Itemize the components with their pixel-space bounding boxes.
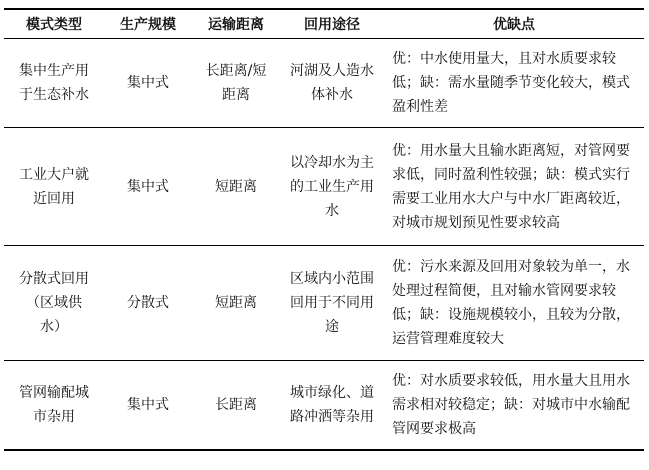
cell-mode-type: 分散式回用（区域供水） (4, 246, 104, 361)
table-container (4, 8, 644, 451)
table-header-row (4, 9, 644, 39)
reuse-mode-table (4, 8, 644, 451)
header-mode-type: 模式类型 (4, 9, 104, 39)
cell-reuse-path: 城市绿化、道路冲洒等杂用 (280, 361, 384, 451)
cell-reuse-path: 河湖及人造水体补水 (280, 39, 384, 128)
cell-pros-cons: 优：中水使用量大，且对水质要求较低；缺：需水量随季节变化较大，模式盈利性差 (384, 39, 644, 128)
cell-transport-distance: 长距离 (192, 361, 280, 451)
cell-pros-cons: 优：用水量大且输水距离短，对管网要求低，同时盈利性较强；缺：模式实行需要工业用水大户与中水厂距离较近，对城市规划预见性要求较高 (384, 128, 644, 246)
header-pros-cons: 优缺点 (384, 9, 644, 39)
table-row (4, 128, 644, 246)
cell-transport-distance: 短距离 (192, 128, 280, 246)
cell-reuse-path: 区域内小范围回用于不同用途 (280, 246, 384, 361)
cell-mode-type: 集中生产用于生态补水 (4, 39, 104, 128)
cell-mode-type: 工业大户就近回用 (4, 128, 104, 246)
cell-transport-distance: 长距离/短距离 (192, 39, 280, 128)
table-row (4, 39, 644, 128)
cell-production-scale: 集中式 (104, 361, 192, 451)
header-transport-distance: 运输距离 (192, 9, 280, 39)
cell-reuse-path: 以冷却水为主的工业生产用水 (280, 128, 384, 246)
header-production-scale: 生产规模 (104, 9, 192, 39)
cell-mode-type: 管网输配城市杂用 (4, 361, 104, 451)
cell-production-scale: 分散式 (104, 246, 192, 361)
cell-pros-cons: 优：污水来源及回用对象较为单一，水处理过程简便，且对输水管网要求较低；缺：设施规模较小，且较为分散，运营管理难度较大 (384, 246, 644, 361)
header-reuse-path: 回用途径 (280, 9, 384, 39)
table-row (4, 246, 644, 361)
cell-transport-distance: 短距离 (192, 246, 280, 361)
cell-production-scale: 集中式 (104, 128, 192, 246)
cell-production-scale: 集中式 (104, 39, 192, 128)
cell-pros-cons: 优：对水质要求较低，用水量大且用水需求相对较稳定；缺：对城市中水输配管网要求极高 (384, 361, 644, 451)
table-row (4, 361, 644, 451)
